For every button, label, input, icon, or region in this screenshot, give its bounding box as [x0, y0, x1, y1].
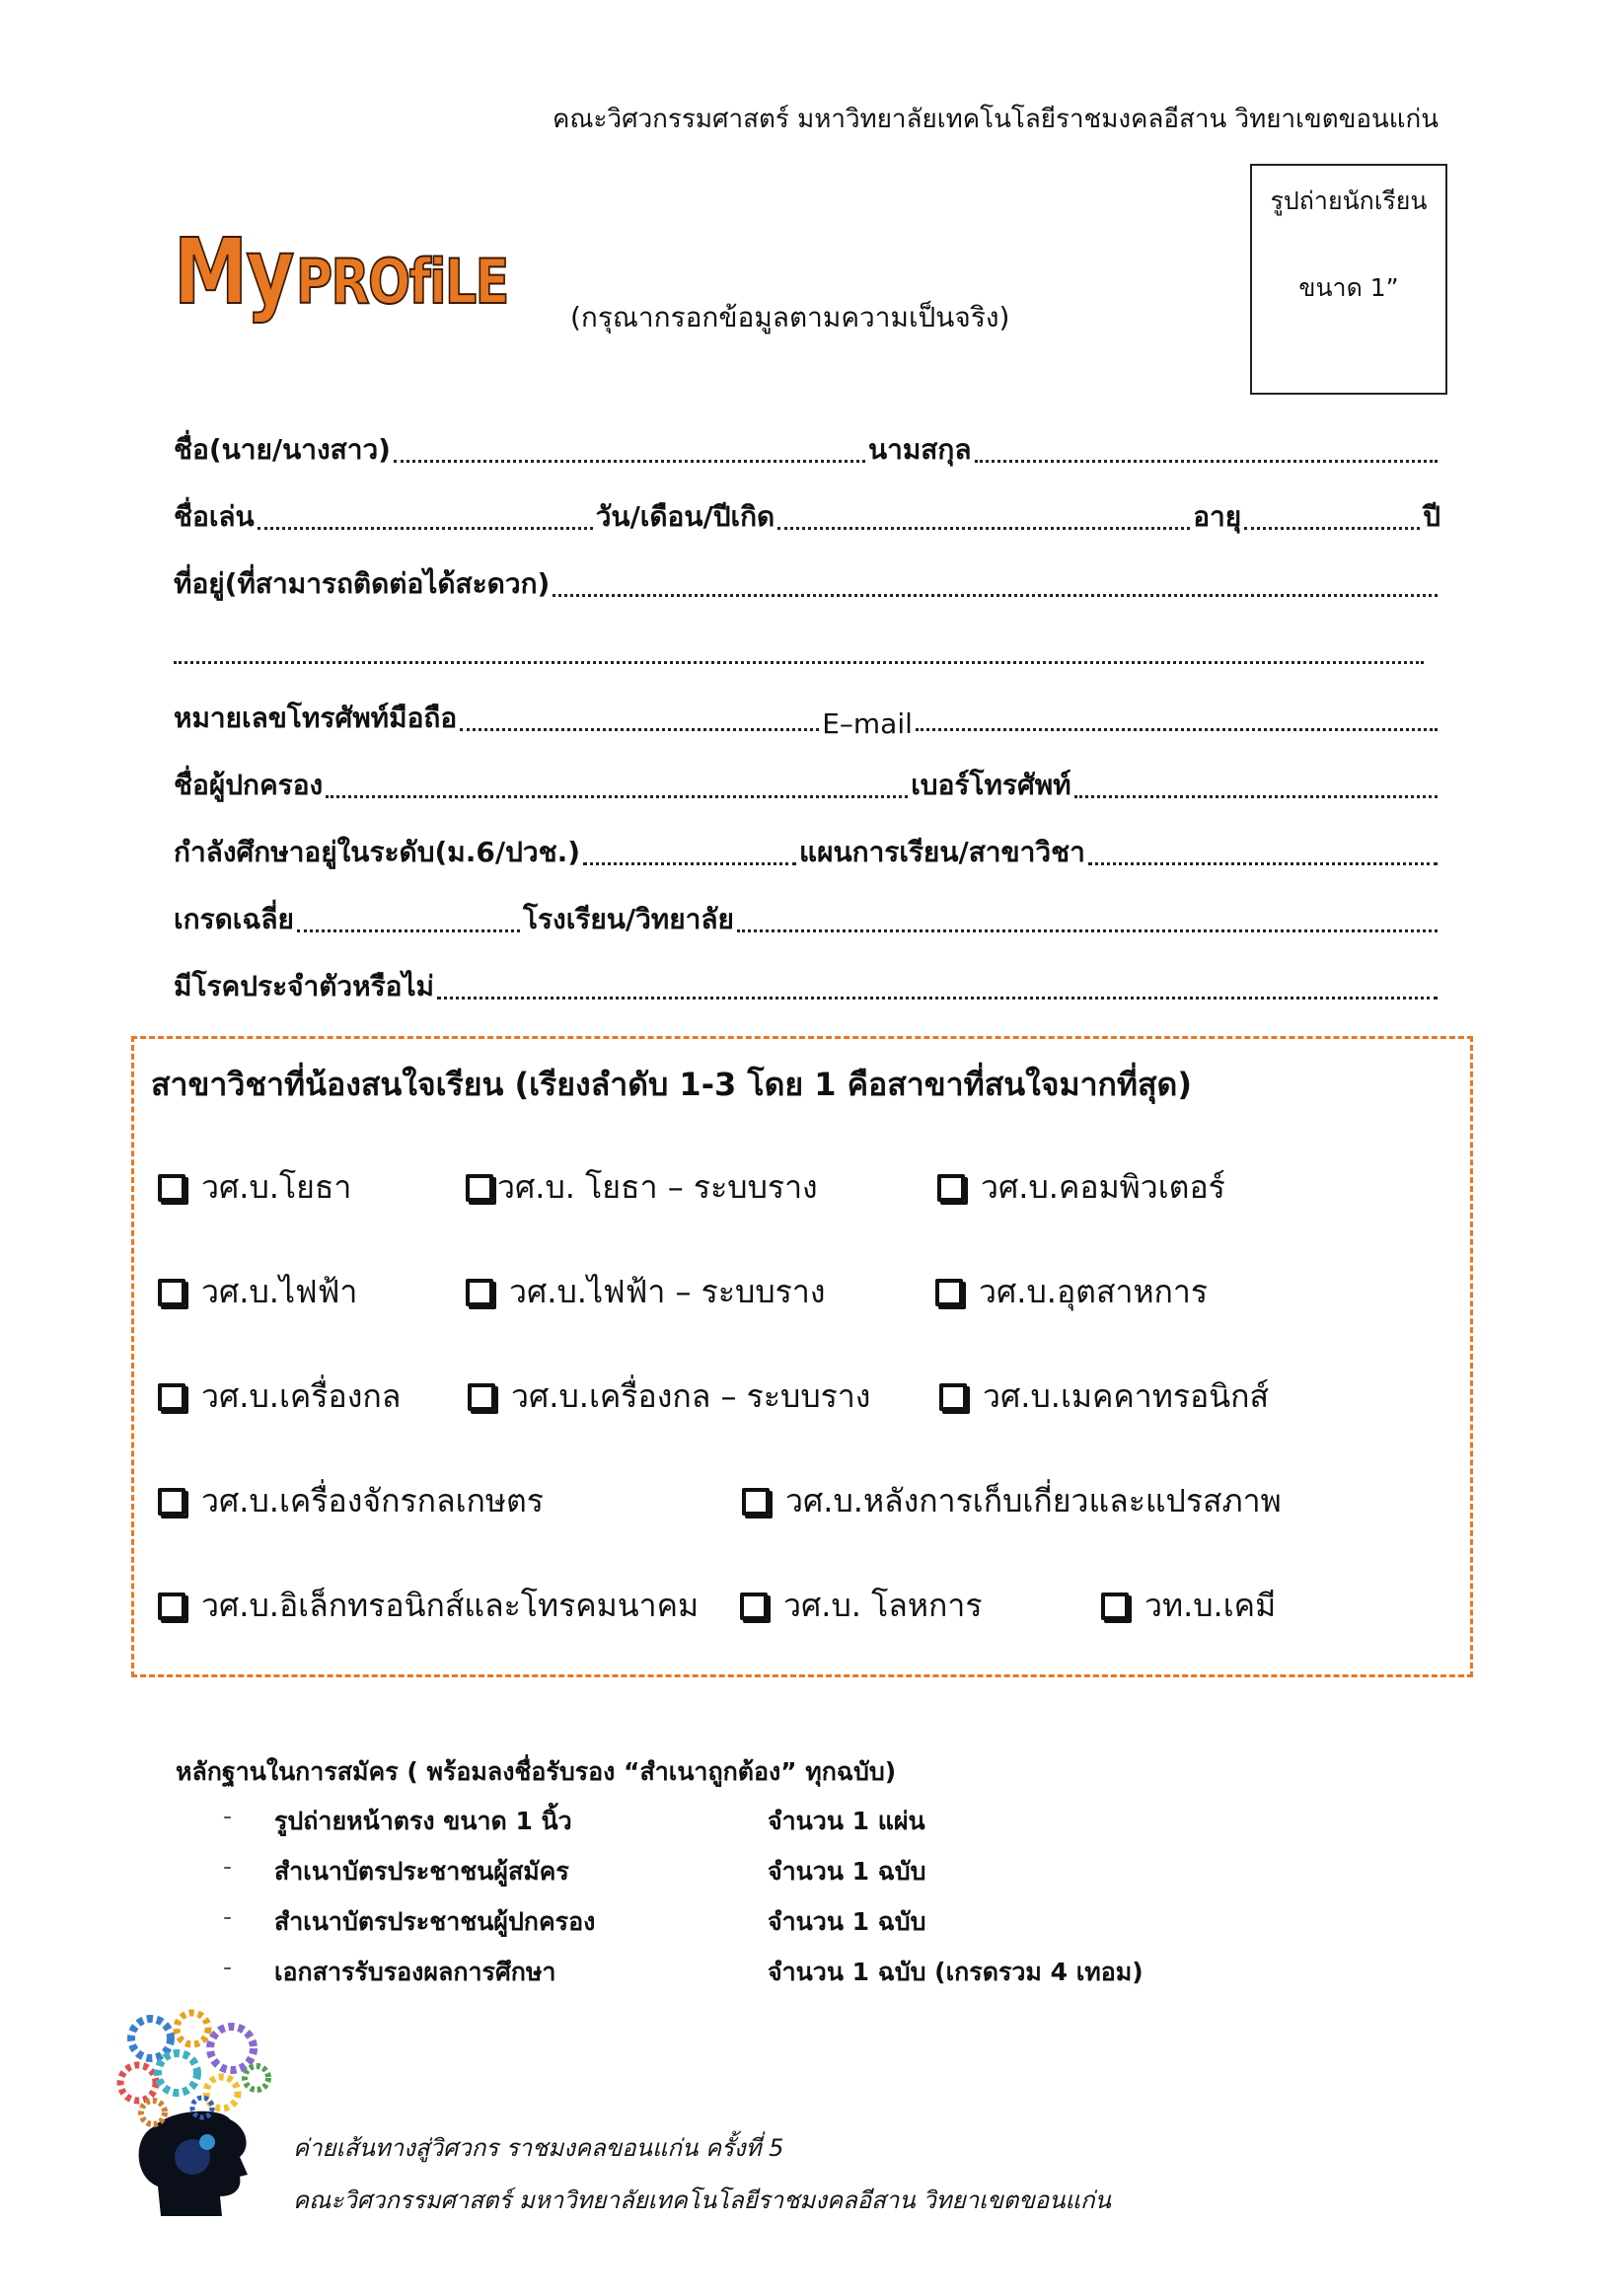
- name-label: ชื่อ(นาย/นางสาว): [174, 433, 391, 466]
- checkbox-icon[interactable]: [158, 1592, 185, 1620]
- address-field-line2[interactable]: [174, 661, 1424, 664]
- checkbox-icon[interactable]: [939, 1383, 967, 1411]
- my-profile-logo: [174, 219, 508, 325]
- checkbox-icon[interactable]: [158, 1383, 185, 1411]
- option-industrial[interactable]: [935, 1267, 1208, 1317]
- form-row-address: [174, 555, 1440, 606]
- address-field[interactable]: [553, 594, 1438, 597]
- evidence-qty: จำนวน 1 ฉบับ (เกรดรวม 4 เทอม): [768, 1958, 1144, 1986]
- form-row-mobile: [174, 689, 1440, 740]
- form-row-name: [174, 420, 1440, 472]
- mobile-field[interactable]: [460, 728, 819, 731]
- bullet-dash: -: [223, 1902, 233, 1931]
- program-field[interactable]: [1088, 862, 1438, 865]
- bullet-dash: -: [223, 1852, 233, 1881]
- option-electrical-rail[interactable]: [466, 1267, 825, 1317]
- option-computer[interactable]: [937, 1162, 1225, 1213]
- brain-gears-icon: [113, 2009, 276, 2221]
- guardian-phone-field[interactable]: [1074, 795, 1438, 798]
- evidence-name: รูปถ่ายหน้าตรง ขนาด 1 นิ้ว: [274, 1807, 572, 1835]
- guardian-phone-label: เบอร์โทรศัพท์: [911, 769, 1071, 801]
- nickname-field[interactable]: [258, 527, 593, 530]
- age-unit: ปี: [1423, 500, 1440, 533]
- checkbox-icon[interactable]: [937, 1174, 965, 1202]
- surname-label: นามสกุล: [867, 433, 972, 466]
- option-label: วศ.บ.โยธา: [201, 1168, 352, 1206]
- form-subtitle: (กรุณากรอกข้อมูลตามความเป็นจริง): [570, 301, 1010, 333]
- age-field[interactable]: [1244, 527, 1420, 530]
- program-label: แผนการเรียน/สาขาวิชา: [799, 836, 1085, 868]
- level-field[interactable]: [583, 862, 796, 865]
- footer-camp-title: ค่ายเส้นทางสู่วิศวกร ราชมงคลขอนแก่น ครั้งที่ 5: [293, 2134, 784, 2162]
- checkbox-icon[interactable]: [158, 1174, 185, 1202]
- email-label: E–mail: [822, 707, 913, 740]
- age-label: อายุ: [1193, 500, 1242, 533]
- name-field[interactable]: [394, 460, 865, 463]
- school-field[interactable]: [737, 929, 1438, 932]
- option-label: วศ.บ. โยธา – ระบบราง: [497, 1168, 818, 1206]
- form-row-guardian: [174, 756, 1440, 807]
- evidence-qty: จำนวน 1 แผ่น: [768, 1807, 925, 1835]
- checkbox-icon[interactable]: [742, 1488, 770, 1516]
- form-row-disease: [174, 957, 1440, 1008]
- email-field[interactable]: [916, 728, 1438, 731]
- evidence-item: [223, 1802, 925, 1841]
- option-postharvest[interactable]: [742, 1476, 1282, 1526]
- option-civil[interactable]: [158, 1162, 351, 1213]
- option-electronics-telecom[interactable]: [158, 1581, 699, 1631]
- header-institution: คณะวิศวกรรมศาสตร์ มหาวิทยาลัยเทคโนโลยีราชมงคลอีสาน วิทยาเขตขอนแก่น: [553, 105, 1439, 134]
- option-label: วศ.บ.เครื่องกล – ระบบราง: [511, 1377, 871, 1415]
- guardian-field[interactable]: [326, 795, 908, 798]
- evidence-item: [223, 1953, 1144, 1992]
- option-label: วศ.บ.ไฟฟ้า – ระบบราง: [509, 1273, 826, 1310]
- guardian-label: ชื่อผู้ปกครอง: [174, 769, 324, 801]
- photo-placeholder-box: [1250, 164, 1447, 395]
- checkbox-icon[interactable]: [158, 1488, 185, 1516]
- disease-field[interactable]: [437, 997, 1438, 1000]
- disease-label: มีโรคประจำตัวหรือไม่: [174, 970, 435, 1002]
- checkbox-icon[interactable]: [466, 1174, 493, 1202]
- gpa-label: เกรดเฉลี่ย: [174, 903, 294, 935]
- checkbox-icon[interactable]: [468, 1383, 495, 1411]
- bullet-dash: -: [223, 1953, 233, 1981]
- form-row-nickname: [174, 487, 1440, 539]
- evidence-name: สำเนาบัตรประชาชนผู้ปกครอง: [274, 1907, 596, 1936]
- nickname-label: ชื่อเล่น: [174, 500, 255, 533]
- option-label: วศ.บ.ไฟฟ้า: [201, 1273, 358, 1310]
- address-label: ที่อยู่(ที่สามารถติดต่อได้สะดวก): [174, 567, 551, 600]
- interest-title: สาขาวิชาที่น้องสนใจเรียน (เรียงลำดับ 1-3 โดย 1 คือสาขาที่สนใจมากที่สุด): [151, 1066, 1192, 1103]
- option-label: วศ.บ.หลังการเก็บเกี่ยวและแปรสภาพ: [785, 1482, 1282, 1519]
- evidence-qty: จำนวน 1 ฉบับ: [768, 1857, 926, 1886]
- checkbox-icon[interactable]: [935, 1279, 963, 1306]
- logo-profile: PROfiLE: [295, 246, 508, 318]
- checkbox-icon[interactable]: [466, 1279, 493, 1306]
- option-electrical[interactable]: [158, 1267, 357, 1317]
- school-label: โรงเรียน/วิทยาลัย: [522, 903, 734, 935]
- option-label: วศ.บ.อุตสาหการ: [979, 1273, 1209, 1310]
- bullet-dash: -: [223, 1802, 233, 1830]
- option-label: วท.บ.เคมี: [1144, 1587, 1277, 1624]
- evidence-name: เอกสารรับรองผลการศึกษา: [274, 1958, 556, 1986]
- dob-field[interactable]: [777, 527, 1190, 530]
- option-label: วศ.บ.เมคคาทรอนิกส์: [983, 1377, 1270, 1415]
- form-row-address-continued: [174, 622, 1427, 673]
- option-label: วศ.บ.เครื่องกล: [201, 1377, 402, 1415]
- form-row-gpa: [174, 890, 1440, 941]
- level-label: กำลังศึกษาอยู่ในระดับ(ม.6/ปวช.): [174, 836, 581, 868]
- evidence-title: หลักฐานในการสมัคร ( พร้อมลงชื่อรับรอง “สำเนาถูกต้อง” ทุกฉบับ): [176, 1757, 897, 1786]
- evidence-qty: จำนวน 1 ฉบับ: [768, 1907, 926, 1936]
- option-label: วศ.บ.เครื่องจักรกลเกษตร: [201, 1482, 544, 1519]
- logo-my: My: [174, 219, 293, 325]
- photo-box-line2: ขนาด 1”: [1298, 273, 1399, 302]
- mobile-label: หมายเลขโทรศัพท์มือถือ: [174, 702, 458, 734]
- dob-label: วัน/เดือน/ปีเกิด: [595, 500, 775, 533]
- option-mechatronics[interactable]: [939, 1371, 1269, 1422]
- surname-field[interactable]: [975, 460, 1438, 463]
- option-chemistry[interactable]: [1101, 1581, 1276, 1631]
- option-mechanical[interactable]: [158, 1371, 401, 1422]
- evidence-item: [223, 1852, 925, 1891]
- option-civil-rail[interactable]: [466, 1162, 818, 1213]
- option-label: วศ.บ. โลหการ: [783, 1587, 983, 1624]
- option-label: วศ.บ.อิเล็กทรอนิกส์และโทรคมนาคม: [201, 1587, 700, 1624]
- form-row-level: [174, 823, 1440, 874]
- photo-box-line1: รูปถ่ายนักเรียน: [1270, 186, 1428, 215]
- option-agricultural-machinery[interactable]: [158, 1476, 544, 1526]
- evidence-item: [223, 1902, 925, 1942]
- checkbox-icon[interactable]: [158, 1279, 185, 1306]
- option-mechanical-rail[interactable]: [468, 1371, 870, 1422]
- evidence-name: สำเนาบัตรประชาชนผู้สมัคร: [274, 1857, 569, 1886]
- checkbox-icon[interactable]: [740, 1592, 768, 1620]
- option-metallurgical[interactable]: [740, 1581, 983, 1631]
- footer-institution: คณะวิศวกรรมศาสตร์ มหาวิทยาลัยเทคโนโลยีราชมงคลอีสาน วิทยาเขตขอนแก่น: [293, 2186, 1111, 2214]
- checkbox-icon[interactable]: [1101, 1592, 1129, 1620]
- gpa-field[interactable]: [297, 929, 520, 932]
- option-label: วศ.บ.คอมพิวเตอร์: [981, 1168, 1225, 1206]
